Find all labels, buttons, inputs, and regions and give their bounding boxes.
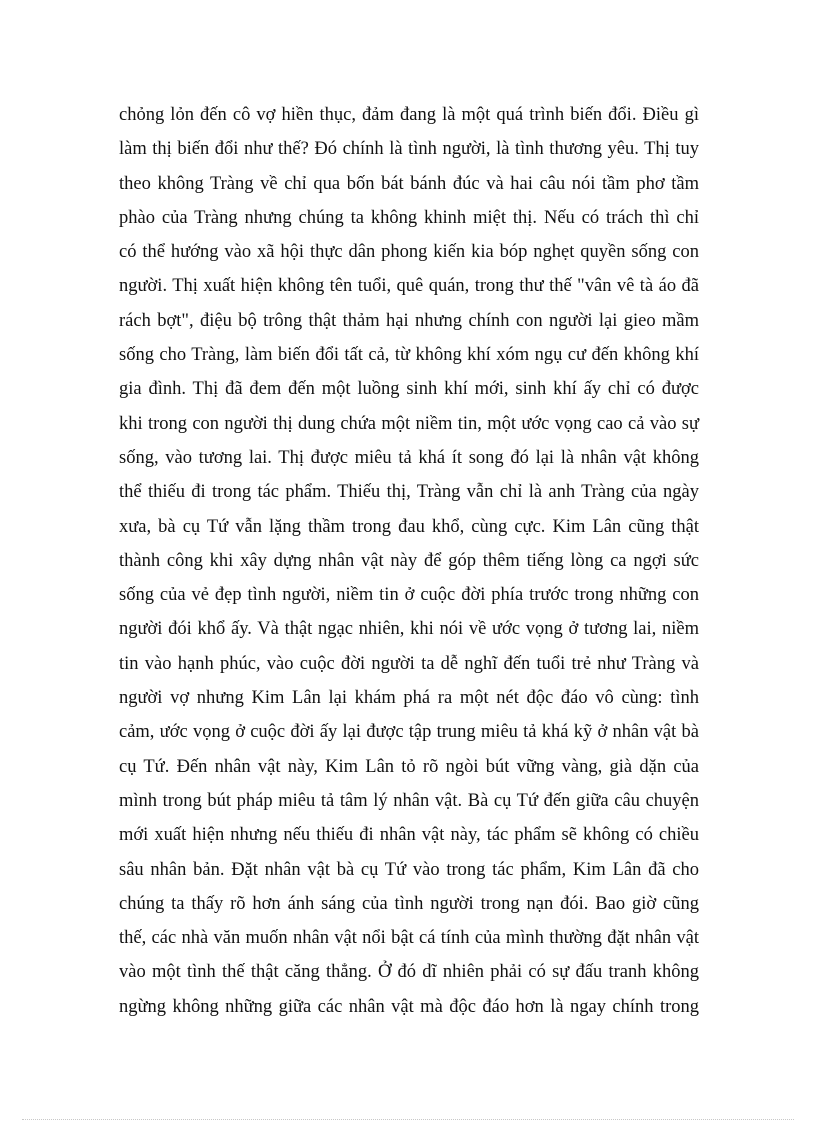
text-line-3: theo không Tràng về chỉ qua bốn bát bánh đúc và hai câu nói tầm phơ tầm (119, 173, 699, 194)
text-line-4: phào của Tràng nhưng chúng ta không khinh miệt thị. Nếu có trách thì chỉ (119, 207, 699, 228)
text-line-26: vào một tình thế thật căng thẳng. Ở đó dĩ nhiên phải có sự đấu tranh không (119, 962, 699, 983)
text-line-5: có thể hướng vào xã hội thực dân phong kiến kia bóp nghẹt quyền sống con (119, 242, 699, 263)
text-line-14: thành công khi xây dựng nhân vật này để góp thêm tiếng lòng ca ngợi sức (119, 550, 699, 571)
page-bottom-divider (22, 1119, 794, 1120)
text-line-6: người. Thị xuất hiện không tên tuổi, quê quán, trong thư thế "vân vê tà áo đã (119, 276, 699, 297)
text-line-8: sống cho Tràng, làm biến đổi tất cả, từ không khí xóm ngụ cư đến không khí (119, 345, 699, 366)
text-line-15: sống của vẻ đẹp tình người, niềm tin ở cuộc đời phía trước trong những con (119, 585, 699, 606)
text-line-19: cảm, ước vọng ở cuộc đời ấy lại được tập trung miêu tả khá kỹ ở nhân vật bà (119, 722, 699, 743)
text-line-7: rách bợt", điệu bộ trông thật thảm hại nhưng chính con người lại gieo mầm (119, 310, 699, 331)
text-line-20: cụ Tứ. Đến nhân vật này, Kim Lân tỏ rõ ngòi bút vững vàng, già dặn của (119, 756, 699, 777)
text-line-11: sống, vào tương lai. Thị được miêu tả khá ít song đó lại là nhân vật không (119, 447, 699, 468)
text-line-21: mình trong bút pháp miêu tả tâm lý nhân vật. Bà cụ Tứ đến giữa câu chuyện (119, 790, 699, 811)
text-line-24: chúng ta thấy rõ hơn ánh sáng của tình người trong nạn đói. Bao giờ cũng (119, 893, 699, 914)
text-line-22: mới xuất hiện nhưng nếu thiếu đi nhân vật này, tác phẩm sẽ không có chiều (119, 825, 699, 846)
text-line-2: làm thị biến đổi như thế? Đó chính là tình người, là tình thương yêu. Thị tuy (119, 139, 699, 160)
text-line-23: sâu nhân bản. Đặt nhân vật bà cụ Tứ vào trong tác phẩm, Kim Lân đã cho (119, 859, 699, 880)
body-text (119, 98, 699, 1024)
text-line-27: ngừng không những giữa các nhân vật mà độc đáo hơn là ngay chính trong (119, 996, 699, 1017)
text-line-1: chỏng lỏn đến cô vợ hiền thục, đảm đang là một quá trình biến đổi. Điều gì (119, 105, 699, 125)
text-line-16: người đói khổ ấy. Và thật ngạc nhiên, khi nói về ước vọng ở tương lai, niềm (119, 619, 699, 640)
text-line-25: thế, các nhà văn muốn nhân vật nổi bật cá tính của mình thường đặt nhân vật (119, 928, 699, 949)
text-line-9: gia đình. Thị đã đem đến một luồng sinh khí mới, sinh khí ấy chỉ có được (119, 379, 699, 400)
text-line-12: thể thiếu đi trong tác phẩm. Thiếu thị, Tràng vẫn chỉ là anh Tràng của ngày (119, 482, 699, 503)
text-line-18: người vợ nhưng Kim Lân lại khám phá ra một nét độc đáo vô cùng: tình (119, 688, 699, 709)
text-line-13: xưa, bà cụ Tứ vẫn lặng thầm trong đau khổ, cùng cực. Kim Lân cũng thật (119, 516, 699, 537)
text-line-10: khi trong con người thị dung chứa một niềm tin, một ước vọng cao cả vào sự (119, 413, 699, 434)
text-line-17: tin vào hạnh phúc, vào cuộc đời người ta dễ nghĩ đến tuổi trẻ như Tràng và (119, 653, 699, 674)
